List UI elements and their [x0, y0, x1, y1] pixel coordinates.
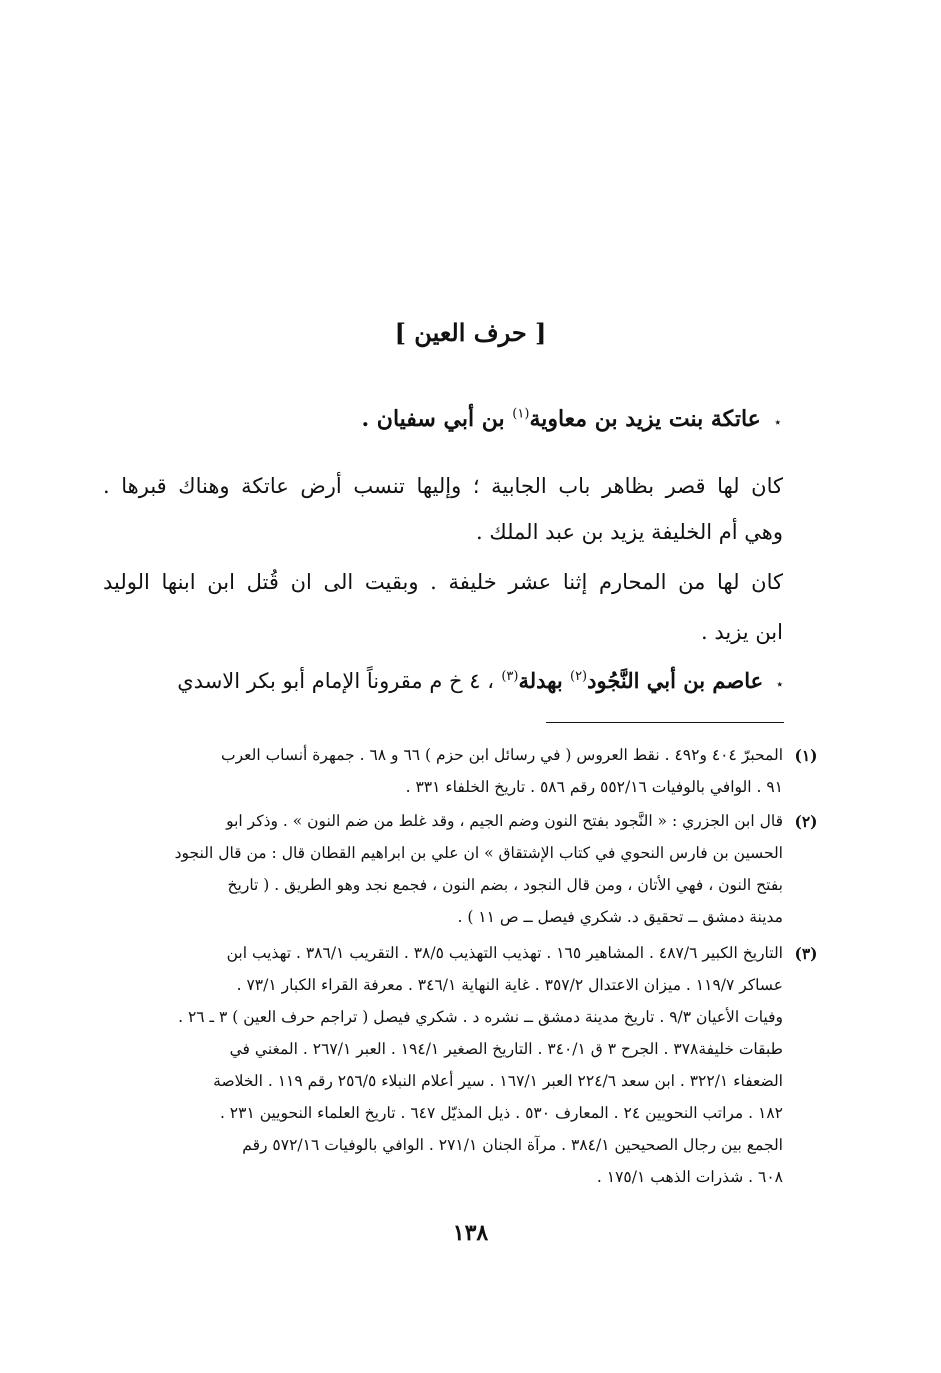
- entry-name: عاتكة بنت يزيد بن معاوية: [529, 406, 761, 432]
- footnote-ref: (٣): [501, 669, 519, 684]
- body-line: وهي أم الخليفة يزيد بن عبد الملك .: [476, 520, 783, 544]
- footnote-divider: [546, 722, 784, 723]
- footnote-line: مدينة دمشق ــ تحقيق د. شكري فيصل ــ ص ١١ ) .: [457, 908, 783, 926]
- body-line: ابن يزيد .: [701, 620, 783, 644]
- footnote-line: ٦٠٨ . شذرات الذهب ١٧٥/١ .: [596, 1168, 783, 1186]
- footnote-line: التاريخ الكبير ٤٨٧/٦ . المشاهير ١٦٥ . تهذيب التهذيب ٣٨/٥ . التقريب ٣٨٦/١ . تهذيب ابن: [226, 944, 783, 962]
- body-line: كان لها من المحارم إثنا عشر خليفة . وبقيت الى ان قُتل ابن ابنها الوليد: [103, 570, 783, 594]
- entry-heading-asim: [103, 668, 783, 693]
- footnote-line: ٩١ . الوافي بالوفيات ٥٥٢/١٦ رقم ٥٨٦ . تاريخ الخلفاء ٣٣١ .: [405, 778, 783, 796]
- footnote-line: الحسين بن فارس النحوي في كتاب الإشتقاق » ان علي بن ابراهيم القطان قال : من قال النجود: [174, 844, 783, 862]
- entry-marker: ٭: [776, 677, 783, 691]
- entry-heading-atika: [141, 406, 781, 432]
- footnote-line: المحبرّ ٤٠٤ و٤٩٢ . نقط العروس ( في رسائل ابن حزم ) ٦٦ و ٦٨ . جمهرة أنساب العرب: [221, 746, 783, 764]
- footnote-line: الجمع بين رجال الصحيحين ٣٨٤/١ . مرآة الجنان ٢٧١/١ . الوافي بالوفيات ٥٧٢/١٦ رقم: [242, 1136, 783, 1154]
- entry-name-second: بهدلة: [518, 668, 563, 693]
- footnote-line: طبقات خليفة٣٧٨ . الجرح ٣ ق ٣٤٠/١ . التاريخ الصغير ١٩٤/١ . العبر ٢٦٧/١ . المغني في: [229, 1040, 783, 1058]
- entry-rest: ، ٤ خ م مقروناً الإمام أبو بكر الاسدي: [177, 669, 494, 693]
- footnote-line: قال ابن الجزري : « النَّجود بفتح النون وضم الجيم ، وقد غلط من ضم النون » . وذكر ابو: [226, 812, 783, 830]
- footnote-line: ١٨٢ . مراتب النحويين ٢٤ . المعارف ٥٣٠ . ذيل المذيّل ٦٤٧ . تاريخ العلماء النحويين ٢٣١ .: [219, 1104, 783, 1122]
- chapter-title: [ حرف العين ]: [394, 318, 547, 347]
- footnote-number: (٣): [794, 944, 818, 963]
- footnote-line: بفتح النون ، فهي الأتان ، ومن قال النجود ، بضم النون ، فجمع نجد وهو الطريق . ( تاريخ: [227, 876, 783, 894]
- body-line: كان لها قصر بظاهر باب الجابية ؛ وإليها تنسب أرض عاتكة وهناك قبرها .: [103, 474, 783, 498]
- footnote-line: وفيات الأعيان ٩/٣ . تاريخ مدينة دمشق ــ نشره د . شكري فيصل ( تراجم حرف العين ) ٣ ـ ٢٦ .: [178, 1008, 783, 1026]
- entry-name-tail: بن أبي سفيان .: [361, 406, 505, 432]
- footnote-ref: (٢): [569, 669, 588, 684]
- page-number: ١٣٨: [452, 1220, 489, 1246]
- entry-name: عاصم بن أبي النَّجُود: [587, 668, 764, 693]
- footnote-line: عساكر ١١٩/٧ . ميزان الاعتدال ٣٥٧/٢ . غاية النهاية ٣٤٦/١ . معرفة القراء الكبار ٧٣/١ .: [236, 976, 783, 994]
- footnote-number: (٢): [794, 812, 818, 831]
- footnote-ref: (١): [512, 406, 530, 422]
- footnote-number: (١): [794, 746, 818, 765]
- entry-marker: ٭: [774, 415, 781, 429]
- footnote-line: الضعفاء ٣٢٢/١ . ابن سعد ٢٢٤/٦ العبر ١٦٧/١ . سير أعلام النبلاء ٢٥٦/٥ رقم ١١٩ . الخلاصة: [213, 1072, 783, 1090]
